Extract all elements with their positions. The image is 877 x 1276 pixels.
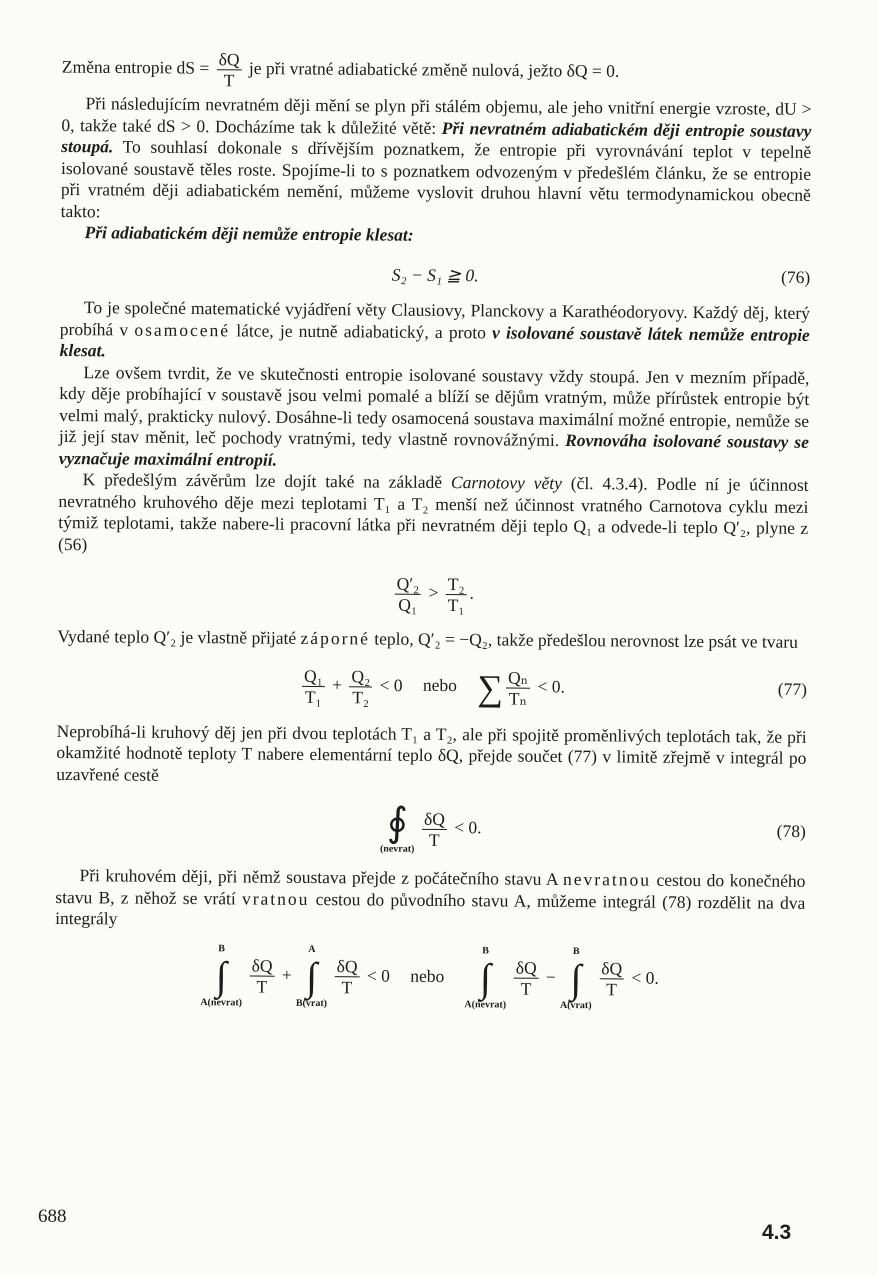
equation-number-77: (77): [777, 678, 808, 700]
page-number: 688: [38, 1206, 67, 1227]
paragraph-6: Neprobíhá-li kruhový děj jen při dvou teplotách T₁ a T₂, ale při spojitě proměnlivých teplotách tak, že při okamžité hodnotě teploty T nabere elementární teplo δQ, přejde součet (77) v limitě zřejmě v integrál po uzavřené cestě: [56, 720, 807, 785]
ds-fraction: $\frac{\delta Q}{T}$: [216, 49, 241, 90]
paragraph-4: K předešlým závěrům lze dojít také na základě Carnotovy věty (čl. 4.3.4). Podle ní je účinnost nevratného kruhového děje mezi teplotami T₁ a T₂ menší než účinnost vratného Carnotova cyklu mezi týmiž teplotami, takže nabere-li pracovní látka při nevratném ději teplo Q₁ a odvede-li teplo Q′₂, plyne z (56): [58, 469, 809, 554]
page-body: [54, 48, 812, 1013]
equation-76: S₂ − S₁ ≧ 0. (76): [391, 264, 811, 288]
summation-sign: ∑: [477, 667, 504, 708]
paragraph-2: To je společné matematické vyjádření věty Clausiovy, Planckovy a Karathéodoryovy. Každý děj, který probíhá v osamocené látce, je nutně adiabatický, a proto v isolované soustavě látek nemůže entropie klesat.: [59, 297, 811, 361]
paragraph-7: Při kruhovém ději, při němž soustava přejde z počátečního stavu A nevratnou cestou do konečného stavu B, z něhož se vrátí vratnou cestou do původního stavu A, můžeme integrál (78) rozdělit na dva integrály: [55, 865, 806, 929]
chapter-number: 4.3: [762, 1221, 792, 1244]
paragraph-5: Vydané teplo Q′₂ je vlastně přijaté záporné teplo, Q′₂ = −Q₂, takže předešlou nerovnost lze psát ve tvaru: [57, 625, 798, 652]
closed-integral: ∮ (nevrat): [379, 799, 415, 855]
paragraph-1: Při následujícím nevratném ději mění se plyn při stálém objemu, ale jeho vnitřní energie vzroste, dU > 0, takže také dS > 0. Docházíme tak k důležité větě: Při nevratném adiabatickém ději entropie soustavy stoupá. To souhlasí dokonale s dřívějším poznatkem, že entropie při vyrovnávání teplot v tepelně isolované soustavě těles roste. Spojíme-li to s poznatkem odvozeným v předešlém článku, že se entropie při vratném ději adiabatickém nemění, můžeme vyslovit druhou hlavní větu termodynamickou obecně takto:: [60, 93, 812, 221]
equation-78: ∮ (nevrat) $\frac{\delta Q}{T}$ < 0. (78): [379, 799, 806, 855]
equation-number-78: (78): [776, 820, 806, 842]
split-integrals: B ∫ A(nevrat) $\frac{\delta Q}{T}$ + A ∫ B(vrat) $\frac{\delta Q}{T}$ < 0 nebo B ∫ A(nevrat) $\frac{\delta Q}{T}$ − B ∫ A(vrat) $\frac{\delta Q}{T}$ < 0.: [200, 942, 659, 1011]
equation-number-76: (76): [780, 267, 811, 288]
second-law-statement: Při adiabatickém ději nemůže entropie klesat:: [84, 222, 414, 245]
equation-77: $\frac{\text{Q₁}}{\text{T₁}}$ + $\frac{\text{Q₂}}{\text{T₂}}$ < 0 nebo ∑ $\frac{\text{Qₙ}}{\text{Tₙ}}$ < 0. (77): [57, 663, 807, 710]
lead-line: Změna entropie dS = $\frac{\delta Q}{T}$ je při vratné adiabatické změně nulová, ježto δQ = 0.: [61, 49, 620, 91]
paragraph-3: Lze ovšem tvrdit, že ve skutečnosti entropie isolované soustavy vždy stoupá. Jen v mezním případě, kdy děje probíhající v soustavě jsou velmi pomalé a blíží se dějům vratným, může přírůstek entropie být velmi malý, prakticky nulový. Dosáhne-li tedy osamocená soustava maximální možné entropie, nemůže se již její stav měnit, leč pochody vratnými, tedy vlastně rovnovážnými. Rovnováha isolované soustavy se vyznačuje maximální entropií.: [58, 361, 810, 470]
carnot-inequality: $\frac{\text{Q′₂}}{\text{Q₁}}$ > $\frac{\text{T₂}}{\text{T₁}}$ .: [58, 571, 808, 618]
